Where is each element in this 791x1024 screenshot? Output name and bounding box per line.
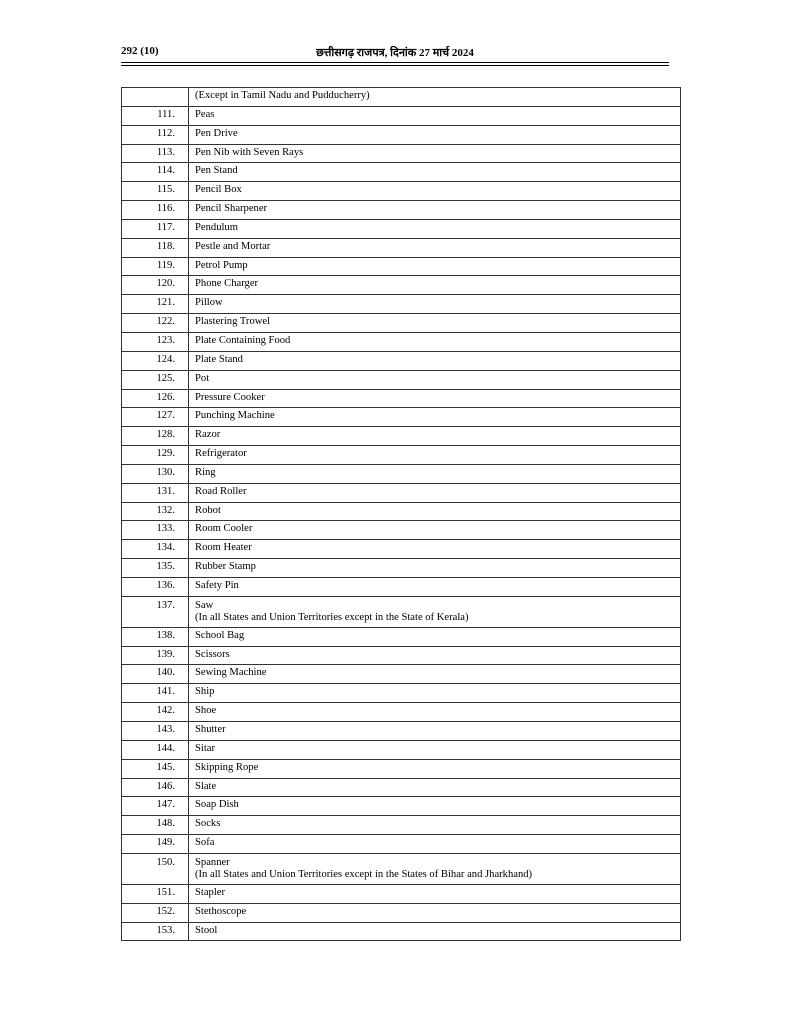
table-row: [122, 703, 681, 722]
row-item: [189, 835, 681, 854]
item-name: Pen Nib with Seven Rays: [195, 146, 304, 158]
row-item: [189, 427, 681, 446]
row-item: [189, 182, 681, 201]
table-row: [122, 257, 681, 276]
row-item: [189, 665, 681, 684]
item-name: Pencil Box: [195, 184, 242, 196]
table-row: [122, 389, 681, 408]
item-name: Pen Stand: [195, 165, 238, 177]
row-item: [189, 596, 681, 627]
table-row: [122, 627, 681, 646]
row-item: [189, 502, 681, 521]
item-name: Pressure Cooker: [195, 391, 265, 403]
row-number: 121.: [122, 295, 189, 314]
row-number: 126.: [122, 389, 189, 408]
table-row: [122, 370, 681, 389]
gazette-title: छत्तीसगढ़ राजपत्र, दिनांक 27 मार्च 2024: [316, 47, 474, 59]
row-item: [189, 722, 681, 741]
item-name: Scissors: [195, 648, 230, 660]
item-name: Plate Containing Food: [195, 334, 291, 346]
row-number: 138.: [122, 627, 189, 646]
row-item: [189, 740, 681, 759]
table-row: [122, 665, 681, 684]
row-number: 124.: [122, 351, 189, 370]
item-name: Socks: [195, 818, 221, 830]
row-number: 140.: [122, 665, 189, 684]
item-name: Punching Machine: [195, 410, 275, 422]
row-item: [189, 922, 681, 941]
table-row: [122, 276, 681, 295]
row-number: 143.: [122, 722, 189, 741]
item-name: Pillow: [195, 297, 223, 309]
row-item: [189, 446, 681, 465]
table-row: [122, 144, 681, 163]
table-row: [122, 332, 681, 351]
row-item: [189, 351, 681, 370]
table-row: [122, 351, 681, 370]
row-number: 123.: [122, 332, 189, 351]
item-name: Stool: [195, 924, 218, 936]
item-name: Refrigerator: [195, 448, 247, 460]
table-row: [122, 521, 681, 540]
row-number: 133.: [122, 521, 189, 540]
row-number: 127.: [122, 408, 189, 427]
items-table-body: [122, 88, 681, 941]
page-header: [121, 45, 669, 61]
row-number: [122, 88, 189, 107]
header-rule-top: [121, 62, 669, 63]
row-number: 118.: [122, 238, 189, 257]
row-number: 146.: [122, 778, 189, 797]
row-number: 137.: [122, 596, 189, 627]
item-name: Pen Drive: [195, 127, 238, 139]
table-row: [122, 596, 681, 627]
item-name: School Bag: [195, 629, 245, 641]
row-item: [189, 464, 681, 483]
row-item: [189, 163, 681, 182]
row-item: [189, 332, 681, 351]
row-item: [189, 144, 681, 163]
item-name: Phone Charger: [195, 278, 259, 290]
item-name: Plastering Trowel: [195, 316, 271, 328]
row-item: [189, 684, 681, 703]
table-row: [122, 464, 681, 483]
item-name: Pestle and Mortar: [195, 240, 271, 252]
row-number: 135.: [122, 559, 189, 578]
row-number: 141.: [122, 684, 189, 703]
table-row: [122, 182, 681, 201]
row-number: 114.: [122, 163, 189, 182]
row-item: [189, 389, 681, 408]
table-row: [122, 201, 681, 220]
row-item: [189, 238, 681, 257]
row-item: [189, 559, 681, 578]
item-name: Shutter: [195, 724, 226, 735]
row-item: [189, 884, 681, 903]
row-item: [189, 797, 681, 816]
item-name: Sewing Machine: [195, 667, 267, 679]
row-number: 122.: [122, 314, 189, 333]
table-row: [122, 408, 681, 427]
row-item: [189, 370, 681, 389]
table-row: [122, 684, 681, 703]
row-number: 131.: [122, 483, 189, 502]
table-row: [122, 646, 681, 665]
table-row: [122, 559, 681, 578]
row-number: 149.: [122, 835, 189, 854]
table-row: [122, 446, 681, 465]
row-number: 148.: [122, 816, 189, 835]
item-note: (In all States and Union Territories except in the State of Kerala): [195, 611, 469, 623]
row-number: 153.: [122, 922, 189, 941]
row-item: [189, 314, 681, 333]
table-row: [122, 295, 681, 314]
item-name: Saw: [195, 599, 214, 611]
item-name: Safety Pin: [195, 579, 239, 591]
row-number: 115.: [122, 182, 189, 201]
row-item: [189, 106, 681, 125]
row-number: 134.: [122, 540, 189, 559]
item-name: Petrol Pump: [195, 259, 248, 271]
row-item: [189, 627, 681, 646]
item-name: Shoe: [195, 705, 217, 717]
row-number: 120.: [122, 276, 189, 295]
table-row: [122, 903, 681, 922]
table-row: [122, 835, 681, 854]
item-name: Sitar: [195, 742, 216, 754]
table-row: [122, 797, 681, 816]
item-name: Room Cooler: [195, 523, 253, 535]
row-number: 113.: [122, 144, 189, 163]
row-item: [189, 903, 681, 922]
row-number: 111.: [122, 106, 189, 125]
row-item: [189, 816, 681, 835]
items-table: [121, 87, 681, 941]
table-row: [122, 853, 681, 884]
row-number: 144.: [122, 740, 189, 759]
item-name: Rubber Stamp: [195, 561, 256, 573]
row-number: 130.: [122, 464, 189, 483]
row-number: 112.: [122, 125, 189, 144]
table-row: [122, 502, 681, 521]
table-row: [122, 922, 681, 941]
table-row: [122, 816, 681, 835]
table-row: [122, 577, 681, 596]
table-row: [122, 540, 681, 559]
item-name: Razor: [195, 429, 221, 441]
item-name: Ring: [195, 466, 216, 478]
row-item: [189, 201, 681, 220]
item-name: Soap Dish: [195, 799, 239, 811]
row-number: 125.: [122, 370, 189, 389]
table-row: [122, 314, 681, 333]
row-number: 128.: [122, 427, 189, 446]
item-name: Skipping Rope: [195, 761, 259, 773]
continuation-note: (Except in Tamil Nadu and Pudducherry): [189, 88, 681, 107]
item-name: Ship: [195, 686, 215, 698]
row-item: [189, 853, 681, 884]
row-item: [189, 703, 681, 722]
row-number: 129.: [122, 446, 189, 465]
row-item: [189, 778, 681, 797]
table-row: [122, 88, 681, 107]
table-row: [122, 884, 681, 903]
row-number: 142.: [122, 703, 189, 722]
row-number: 152.: [122, 903, 189, 922]
item-name: Stethoscope: [195, 905, 247, 917]
row-number: 150.: [122, 853, 189, 884]
item-name: Peas: [195, 108, 215, 120]
item-name: Road Roller: [195, 485, 247, 497]
row-number: 116.: [122, 201, 189, 220]
item-name: Stapler: [195, 886, 226, 898]
row-item: [189, 257, 681, 276]
table-row: [122, 238, 681, 257]
row-item: [189, 408, 681, 427]
table-row: [122, 740, 681, 759]
item-name: Pencil Sharpener: [195, 203, 268, 215]
row-item: [189, 521, 681, 540]
row-number: 151.: [122, 884, 189, 903]
table-row: [122, 722, 681, 741]
row-item: [189, 483, 681, 502]
item-name: Robot: [195, 504, 221, 516]
table-row: [122, 483, 681, 502]
row-item: [189, 759, 681, 778]
row-item: [189, 540, 681, 559]
row-number: 132.: [122, 502, 189, 521]
item-name: Pendulum: [195, 221, 238, 233]
row-number: 139.: [122, 646, 189, 665]
table-row: [122, 125, 681, 144]
row-item: [189, 577, 681, 596]
row-item: [189, 125, 681, 144]
row-number: 117.: [122, 219, 189, 238]
table-row: [122, 106, 681, 125]
row-item: [189, 646, 681, 665]
row-number: 136.: [122, 577, 189, 596]
row-number: 119.: [122, 257, 189, 276]
row-item: [189, 295, 681, 314]
item-name: Plate Stand: [195, 353, 243, 365]
table-row: [122, 219, 681, 238]
item-name: Spanner: [195, 856, 230, 868]
table-row: [122, 427, 681, 446]
item-name: Room Heater: [195, 542, 252, 554]
table-row: [122, 163, 681, 182]
row-item: [189, 276, 681, 295]
item-name: Slate: [195, 780, 217, 792]
row-number: 145.: [122, 759, 189, 778]
row-number: 147.: [122, 797, 189, 816]
table-row: [122, 778, 681, 797]
page-number: 292 (10): [121, 45, 159, 57]
item-note: (In all States and Union Territories except in the States of Bihar and Jharkhand): [195, 868, 533, 880]
row-item: [189, 219, 681, 238]
header-rule-bottom: [121, 65, 669, 66]
item-name: Pot: [195, 372, 210, 384]
table-row: [122, 759, 681, 778]
item-name: Sofa: [195, 837, 215, 849]
